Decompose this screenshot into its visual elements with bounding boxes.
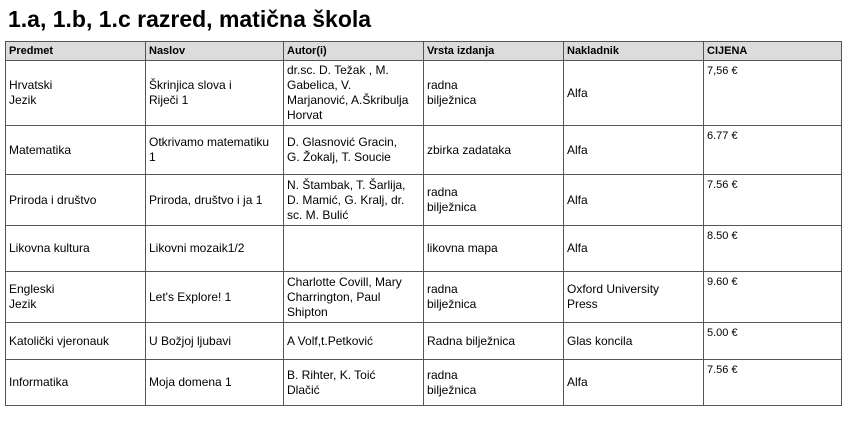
cell-line: Alfa [567,375,588,389]
cell-cijena: 7.56 € [704,360,842,406]
cell-line: Charlotte Covill, Mary [287,274,402,289]
cell-line: Informatika [9,375,69,389]
table-header-row [6,42,842,61]
cell-naslov [146,175,284,226]
cell-autori [284,323,424,360]
cell-line: Alfa [567,192,588,207]
cell-predmet [6,272,146,323]
cell-line: A Volf,t.Petković [287,333,374,348]
cell-line: U Božjoj ljubavi [149,333,232,348]
cell-line: Otkrivamo matematiku [149,135,270,149]
cell-naslov [146,226,284,272]
cell-vrsta [424,61,564,126]
cell-line: Priroda, društvo i ja 1 [149,192,263,207]
cell-nakladnik [564,61,704,126]
cell-line: sc. M. Bulić [287,207,349,222]
cell-line: D. Mamić, G. Kralj, dr. [287,192,405,207]
cell-cijena: 7,56 € [704,61,842,126]
cell-vrsta [424,272,564,323]
cell-line: bilježnica [427,297,477,311]
cell-nakladnik [564,360,704,406]
cell-line: Škrinjica slova i [149,78,232,92]
table-row [6,61,842,126]
table-row [6,126,842,175]
cell-predmet [6,61,146,126]
cell-autori [284,226,424,272]
cell-line: Glas koncila [567,333,633,348]
cell-line: 1 [149,150,156,164]
cell-line: Shipton [287,304,328,319]
cell-autori [284,175,424,226]
cell-cijena: 8.50 € [704,226,842,272]
cell-line: Jezik [9,297,37,311]
cell-vrsta [424,360,564,406]
cell-line: radna [427,367,458,382]
cell-line: Alfa [567,241,588,255]
cell-line: Jezik [9,93,37,107]
cell-line: Engleski [9,282,55,296]
cell-line: Dlačić [287,382,320,397]
cell-line: zbirka zadataka [427,142,512,157]
cell-line: Priroda i društvo [9,192,97,207]
cell-nakladnik [564,272,704,323]
cell-autori [284,126,424,175]
cell-nakladnik [564,226,704,272]
header-predmet: Predmet [6,42,146,61]
cell-vrsta [424,226,564,272]
cell-autori [284,360,424,406]
cell-predmet [6,360,146,406]
cell-naslov [146,360,284,406]
table-row [6,360,842,406]
table-row [6,323,842,360]
cell-naslov [146,323,284,360]
cell-line: Riječi 1 [149,93,189,107]
cell-line: Alfa [567,142,588,157]
cell-line: Katolički vjeronauk [9,333,110,348]
table-row [6,226,842,272]
cell-predmet [6,226,146,272]
page-title: 1.a, 1.b, 1.c razred, matična škola [8,6,372,32]
cell-cijena: 6.77 € [704,126,842,175]
cell-vrsta [424,126,564,175]
cell-line: D. Glasnović Gracin, [287,135,398,149]
cell-naslov [146,272,284,323]
cell-line: Press [567,297,598,311]
header-cijena: CIJENA [704,42,842,61]
table-row [6,175,842,226]
cell-line: bilježnica [427,382,477,397]
cell-line: dr.sc. D. Težak , M. [287,63,389,77]
textbook-table [5,41,842,406]
cell-line: Hrvatski [9,78,53,92]
cell-predmet [6,126,146,175]
cell-nakladnik [564,126,704,175]
cell-line: Alfa [567,85,588,100]
cell-line: G. Žokalj, T. Soucie [287,150,391,164]
cell-line: Oxford University [567,282,660,296]
cell-line: Marjanović, A.Škribulja [287,93,409,107]
table-row [6,272,842,323]
cell-line: Gabelica, V. [287,78,352,92]
cell-line: Radna bilježnica [427,333,516,348]
cell-line: bilježnica [427,200,477,214]
cell-naslov [146,61,284,126]
cell-vrsta [424,323,564,360]
cell-line: radna [427,185,458,199]
cell-line: Matematika [9,142,72,157]
header-autori: Autor(i) [284,42,424,61]
cell-line: Likovna kultura [9,241,90,255]
cell-vrsta [424,175,564,226]
cell-line: Let's Explore! 1 [149,289,232,304]
cell-line: Moja domena 1 [149,375,232,389]
cell-line: Likovni mozaik1/2 [149,241,245,255]
header-naslov: Naslov [146,42,284,61]
cell-line: radna [427,78,458,92]
cell-naslov [146,126,284,175]
cell-line: bilježnica [427,93,477,107]
header-nakladnik: Nakladnik [564,42,704,61]
cell-nakladnik [564,175,704,226]
cell-line: Charrington, Paul [287,289,381,304]
cell-nakladnik [564,323,704,360]
cell-line: B. Rihter, K. Toić [287,367,376,382]
cell-cijena: 5.00 € [704,323,842,360]
cell-cijena: 9.60 € [704,272,842,323]
cell-autori [284,272,424,323]
cell-cijena: 7.56 € [704,175,842,226]
cell-line: radna [427,282,458,296]
cell-autori [284,61,424,126]
cell-line: Horvat [287,108,323,122]
header-vrsta-izdanja: Vrsta izdanja [424,42,564,61]
cell-predmet [6,175,146,226]
cell-line: likovna mapa [427,241,498,255]
cell-line: N. Štambak, T. Šarlija, [287,177,406,192]
cell-predmet [6,323,146,360]
